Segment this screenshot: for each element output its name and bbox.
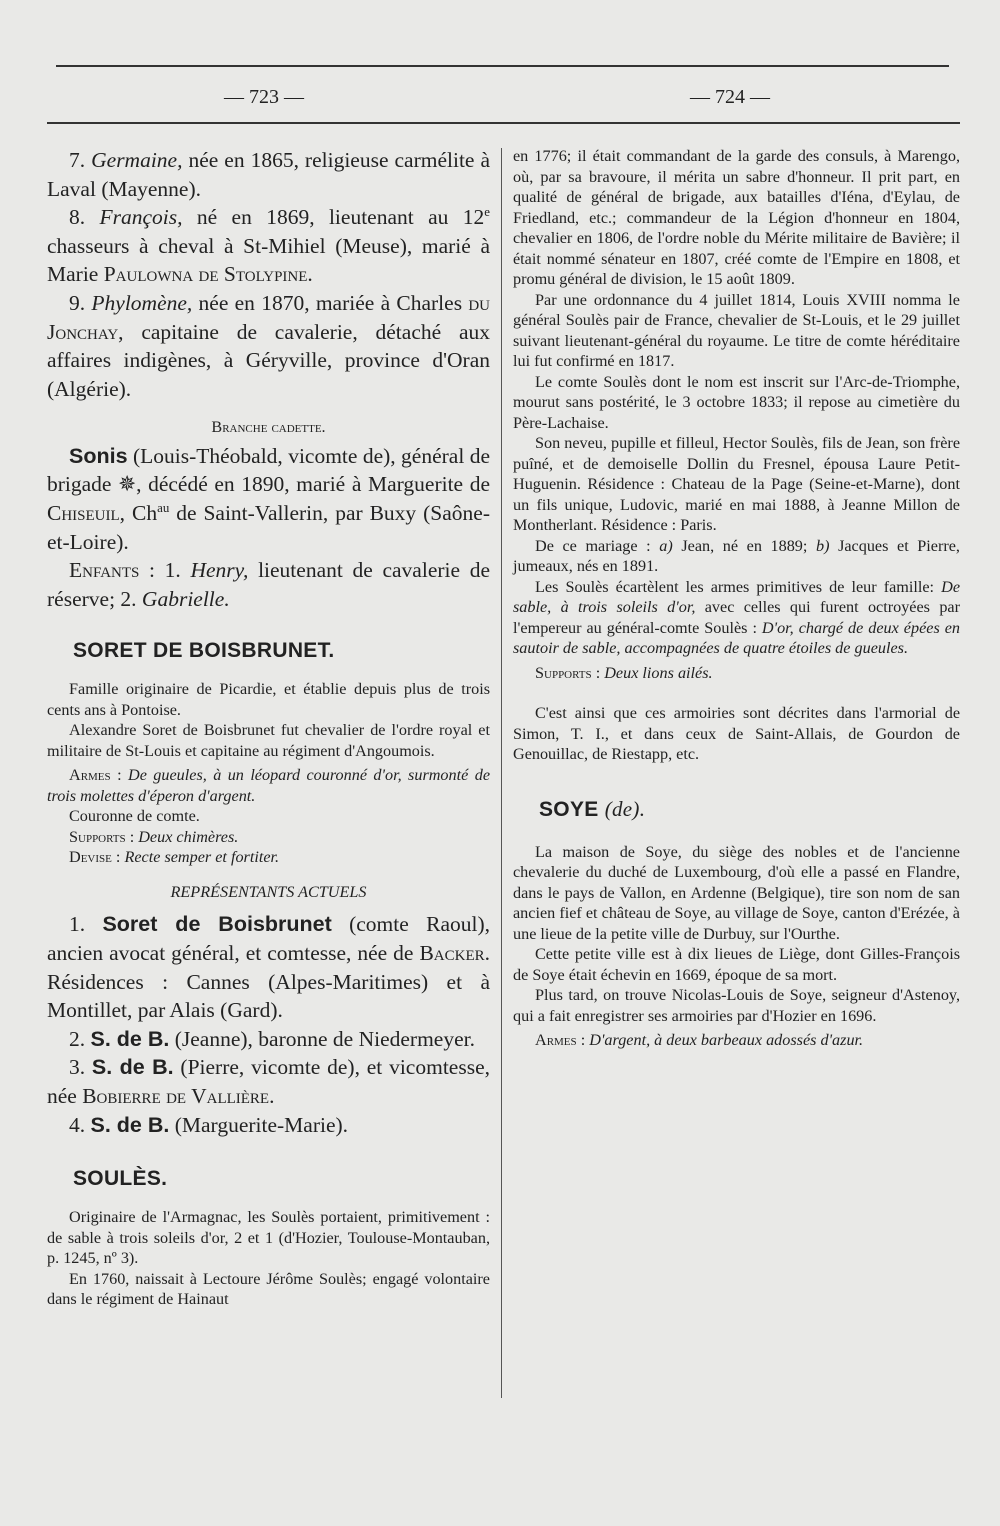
soules-mariage: De ce mariage : a) Jean, né en 1889; b) Jacques et Pierre, jumeaux, nés en 1891.: [513, 536, 960, 575]
soye-maison: La maison de Soye, du siège des nobles et de l'ancienne chevalerie du duché de Luxembourg, d'où elle a passé en Flandre, dans le pays de Vallon, en Ardenne (Belgique), tire son nom de san ancien fief et château de Soye, au village de Soye, canton d'Erézée, à une lieue de la petite ville de Durbuy, sur l'Ourthe.: [513, 842, 960, 943]
header-rule: [47, 122, 960, 124]
top-rule: [56, 65, 949, 67]
folio-left: — 723 —: [224, 86, 304, 108]
soret-devise: Devise : Recte semper et fortiter.: [69, 848, 280, 867]
entry-phylomene: 9. Phylomène, née en 1870, mariée à Charles du Jonchay, capitaine de cavalerie, détaché aux affaires indigènes, à Géryville, province d'Oran (Algérie).: [47, 290, 490, 401]
soye-armes: Armes : D'argent, à deux barbeaux adossés d'azur.: [535, 1031, 864, 1049]
right-column: [513, 146, 960, 1051]
soules-armorial: C'est ainsi que ces armoiries sont décrites dans l'armorial de Simon, T. I., et dans ceux de Saint-Allais, de Gourdon de Genouillac, de Riestapp, etc.: [513, 704, 960, 763]
entry-sonis: Sonis (Louis-Théobald, vicomte de), général de brigade ✵, décédé en 1890, marié à Marguerite de Chiseuil, $Ch^{au}$ de Saint-Vallerin, par Buxy (Saône-et-Loire).: [47, 443, 491, 554]
soret-rep-4: 4. S. de B. (Marguerite-Marie).: [69, 1112, 349, 1137]
entry-enfants: Enfants : 1. Henry, lieutenant de cavalerie de réserve; 2. Gabrielle.: [47, 558, 490, 611]
entry-francois: 8. François, né en 1869, lieutenant au 12e chasseurs à cheval à St-Mihiel (Meuse), marié à Marie Paulowna de Stolypine.: [47, 205, 490, 287]
column-divider: [501, 148, 502, 1398]
soules-origin: Originaire de l'Armagnac, les Soulès portaient, primitivement : de sable à trois soleils d'or, 2 et 1 (d'Hozier, Toulouse-Montauban, p. 1245, nº 3).: [47, 1208, 490, 1268]
soules-mort: Le comte Soulès dont le nom est inscrit sur l'Arc-de-Triomphe, mourut sans postérité, le 3 octobre 1833; il repose au cimetière du Père-Lachaise.: [513, 372, 960, 432]
left-column: [47, 146, 490, 1310]
soye-nicolas-louis: Plus tard, on trouve Nicolas-Louis de Soye, seigneur d'Astenoy, qui a fait enregistrer ses armoiries par d'Hozier en 1696.: [513, 986, 960, 1025]
soules-pair-de-france: Par une ordonnance du 4 juillet 1814, Louis XVIII nomma le général Soulès pair de France, chevalier de St-Louis, et le 29 juillet suivant lieutenant-général du royaume. Le titre de comte héréditaire lui fut confirmé en 1817.: [513, 290, 960, 370]
branch-heading: Branche cadette.: [211, 418, 326, 437]
representants-heading: REPRÉSENTANTS ACTUELS: [170, 882, 367, 901]
soret-rep-1: 1. Soret de Boisbrunet (comte Raoul), ancien avocat général, et comtesse, née de Backer. Résidences : Cannes (Alpes-Maritimes) et à Montillet, par Alais (Gard).: [47, 912, 490, 1023]
entry-germaine: 7. Germaine, née en 1865, religieuse carmélite à Laval (Mayenne).: [47, 148, 490, 201]
soules-neveu: Son neveu, pupille et filleul, Hector Soulès, fils de Jean, son frère puîné, et de demoiselle Dollin du Fresnel, épousa Laure Petit-Huguenin. Résidence : Chateau de la Page (Seine-et-Marne), dont un fils unique, Ludovic, marié en mai 1888, à Jeanne Millon de Montherlant. Résidence : Paris.: [513, 434, 960, 534]
folio-right: — 724 —: [690, 86, 770, 108]
soules-jerome: En 1760, naissait à Lectoure Jérôme Soulès; engagé volontaire dans le régiment de Hainaut: [47, 1269, 490, 1309]
soret-rep-2: 2. S. de B. (Jeanne), baronne de Niedermeyer.: [69, 1026, 475, 1051]
soret-couronne: Couronne de comte.: [69, 807, 200, 826]
soules-supports: Supports : Deux lions ailés.: [535, 663, 713, 682]
soret-armes: Armes : De gueules, à un léopard couronné d'or, surmonté de trois molettes d'éperon d'argent.: [47, 766, 490, 805]
soules-career: en 1776; il était commandant de la garde des consuls, à Marengo, où, par sa bravoure, il mérita un sabre d'honneur. Il prit part, en qualité de général de brigade, aux batailles d'Iéna, d'Eylau, de Friedland, etc.; commandeur de la Légion d'honneur en 1804, chevalier en 1806, de l'ordre noble du Mérite militaire de Bavière; il était nommé sénateur en 1807, créé comte de l'Empire en 1808, et promu général de division, le 15 août 1809.: [513, 147, 960, 288]
cross-icon: ✵: [118, 472, 137, 497]
soules-armes: Les Soulès écartèlent les armes primitives de leur famille: De sable, à trois soleils d'or, avec celles qui furent octroyées par l'empereur au général-comte Soulès : D'or, chargé de deux épées en sautoir de sable, accompagnées de quatre étoiles de gueules.: [513, 577, 960, 657]
soret-rep-3: 3. S. de B. (Pierre, vicomte de), et vicomtesse, née Bobierre de Vallière.: [47, 1055, 490, 1108]
section-title-soye: SOYE (de).: [539, 796, 646, 821]
soret-alexandre: Alexandre Soret de Boisbrunet fut chevalier de l'ordre royal et militaire de St-Louis et capitaine au régiment d'Angoumois.: [47, 721, 490, 760]
section-title-soret: SORET DE BOISBRUNET.: [73, 639, 335, 663]
section-title-soules: SOULÈS.: [73, 1167, 168, 1191]
soret-origin: Famille originaire de Picardie, et établie depuis plus de trois cents ans à Pontoise.: [47, 680, 490, 719]
soye-ville: Cette petite ville est à dix lieues de Liège, dont Gilles-François de Soye était échevin en 1669, époque de sa mort.: [513, 945, 960, 984]
soret-supports: Supports : Deux chimères.: [69, 827, 239, 846]
